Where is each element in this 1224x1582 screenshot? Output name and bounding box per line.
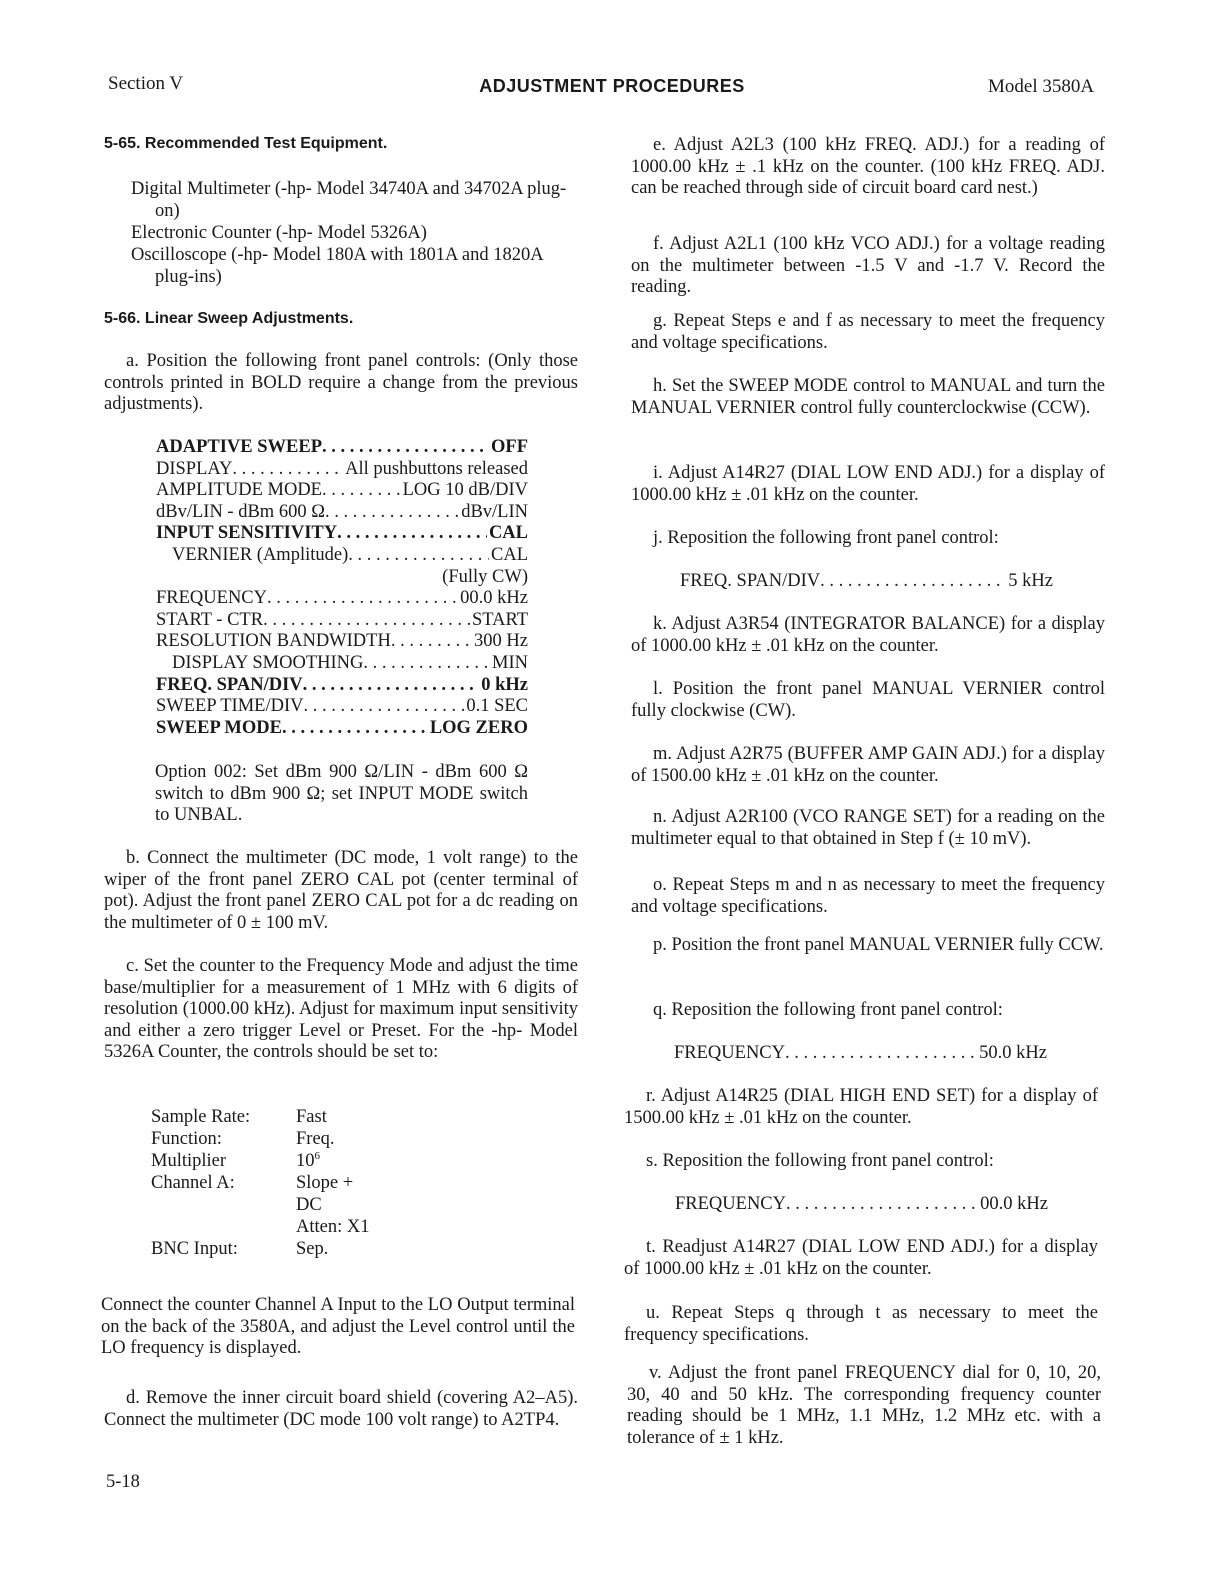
counter-value: Sep. (296, 1239, 329, 1259)
counter-key: Function: (151, 1129, 222, 1149)
equipment-list (131, 178, 579, 288)
counter-key: Sample Rate: (151, 1107, 251, 1127)
control-row (156, 480, 528, 502)
control-value: 5 kHz (1008, 571, 1053, 591)
control-row (156, 502, 528, 524)
control-name: INPUT SENSITIVITY (156, 523, 338, 544)
control-value: 00.0 kHz (460, 588, 528, 609)
control-settings-j (680, 571, 1053, 593)
step-j: j. Reposition the following front panel control: (653, 528, 999, 548)
equipment-item: Digital Multimeter (-hp- Model 34740A and 34702A plug-on) (131, 179, 567, 221)
step-b: b. Connect the multimeter (DC mode, 1 volt range) to the wiper of the front panel ZERO CAL pot (center terminal of pot). Adjust the front panel ZERO CAL pot for a dc reading on the multimeter of 0 ± 100 mV. (104, 848, 578, 933)
control-settings-list (156, 437, 528, 739)
control-name: DISPLAY SMOOTHING (172, 652, 364, 673)
control-name: ADAPTIVE SWEEP (156, 437, 323, 457)
step-m: m. Adjust A2R75 (BUFFER AMP GAIN ADJ.) for a display of 1500.00 kHz ± .01 kHz on the counter. (631, 744, 1105, 786)
step-c: c. Set the counter to the Frequency Mode and adjust the time base/multiplier for a measurement of 1 MHz with 6 digits of resolution (1000.00 kHz). Adjust for maximum input sensitivity and either a zero trigger Level or Preset. For the -hp- Model 5326A Counter, the controls should be set to: (104, 956, 578, 1062)
step-f: f. Adjust A2L1 (100 kHz VCO ADJ.) for a voltage reading on the multimeter between -1.5 V and -1.7 V. Record the reading. (631, 234, 1105, 297)
counter-key (151, 1194, 296, 1216)
equipment-item: Oscilloscope (-hp- Model 180A with 1801A and 1820A plug-ins) (131, 245, 543, 287)
step-s: s. Reposition the following front panel control: (646, 1151, 994, 1171)
control-value: 00.0 kHz (980, 1194, 1048, 1214)
counter-key: BNC Input: (151, 1239, 238, 1259)
equipment-item: Electronic Counter (-hp- Model 5326A) (131, 223, 427, 243)
table-row (151, 1238, 369, 1260)
control-name: dBv/LIN - dBm 600 Ω (156, 501, 325, 522)
control-row (674, 1043, 1047, 1065)
step-k: k. Adjust A3R54 (INTEGRATOR BALANCE) for a display of 1000.00 kHz ± .01 kHz on the counter. (631, 614, 1105, 656)
control-value: LOG 10 dB/DIV (402, 480, 528, 501)
step-n: n. Adjust A2R100 (VCO RANGE SET) for a reading on the multimeter equal to that obtained in Step f (± 10 mV). (631, 807, 1105, 849)
step-h: h. Set the SWEEP MODE control to MANUAL and turn the MANUAL VERNIER control fully counterclockwise (CCW). (631, 376, 1105, 418)
step-v: v. Adjust the front panel FREQUENCY dial for 0, 10, 20, 30, 40 and 50 kHz. The corresponding frequency counter reading should be 1 MHz, 1.1 MHz, 1.2 MHz etc. with a tolerance of ± 1 kHz. (627, 1363, 1101, 1448)
control-row (156, 718, 528, 740)
control-value: dBv/LIN (461, 501, 528, 522)
step-t: t. Readjust A14R27 (DIAL LOW END ADJ.) for a display of 1000.00 kHz ± .01 kHz on the counter. (624, 1237, 1098, 1279)
step-l: l. Position the front panel MANUAL VERNIER control fully clockwise (CW). (631, 679, 1105, 721)
table-row (151, 1128, 369, 1150)
counter-value: Fast (296, 1107, 327, 1127)
control-row (675, 1194, 1048, 1216)
step-a: a. Position the following front panel controls: (Only those controls printed in BOLD require a change from the previous adjustments). (104, 351, 578, 414)
control-name: SWEEP MODE (156, 717, 282, 738)
table-row (151, 1194, 369, 1216)
counter-settings-table (151, 1106, 369, 1260)
control-value: OFF (491, 437, 528, 457)
table-row (151, 1172, 369, 1194)
connect-instruction: Connect the counter Channel A Input to the LO Output terminal on the back of the 3580A, and adjust the Level control until the LO frequency is displayed. (101, 1295, 575, 1358)
control-name: FREQ. SPAN/DIV (156, 674, 303, 695)
control-value: LOG ZERO (429, 717, 528, 738)
counter-value: Slope + (296, 1173, 354, 1193)
control-value: CAL (491, 544, 528, 565)
control-name: START - CTR (156, 609, 264, 630)
control-row (156, 523, 528, 545)
option-002-note: Option 002: Set dBm 900 Ω/LIN - dBm 600 Ω switch to dBm 900 Ω; set INPUT MODE switch to UNBAL. (155, 762, 528, 825)
step-d: d. Remove the inner circuit board shield (covering A2–A5). Connect the multimeter (DC mode 100 volt range) to A2TP4. (104, 1388, 578, 1430)
counter-key: Channel A: (151, 1173, 235, 1193)
control-name: VERNIER (Amplitude) (172, 544, 349, 565)
table-row (151, 1106, 369, 1128)
control-settings-s (675, 1194, 1048, 1216)
control-value: CAL (488, 523, 528, 544)
control-row (156, 631, 528, 653)
control-value: 0 kHz (481, 674, 528, 695)
control-row (156, 588, 528, 610)
control-row (156, 545, 528, 567)
page-number: 5-18 (106, 1472, 140, 1492)
model-label: Model 3580A (988, 76, 1095, 97)
step-r: r. Adjust A14R25 (DIAL HIGH END SET) for a display of 1500.00 kHz ± .01 kHz on the counter. (624, 1086, 1098, 1128)
counter-value (296, 1150, 369, 1172)
step-p: p. Position the front panel MANUAL VERNIER fully CCW. (653, 935, 1104, 955)
table-row (151, 1150, 369, 1172)
control-row (680, 571, 1053, 593)
heading-5-66: 5-66. Linear Sweep Adjustments. (104, 310, 354, 327)
control-row (156, 675, 528, 697)
control-value: 0.1 SEC (466, 696, 528, 717)
step-u: u. Repeat Steps q through t as necessary to meet the frequency specifications. (624, 1303, 1098, 1345)
step-e: e. Adjust A2L3 (100 kHz FREQ. ADJ.) for a reading of 1000.00 kHz ± .1 kHz on the counter. (100 kHz FREQ. ADJ. can be reached through side of circuit board card nest.) (631, 135, 1105, 198)
control-row (156, 653, 528, 675)
control-row (156, 437, 528, 459)
control-value: START (472, 609, 528, 630)
control-name: FREQUENCY (674, 1043, 786, 1063)
step-i: i. Adjust A14R27 (DIAL LOW END ADJ.) for a display of 1000.00 kHz ± .01 kHz on the counter. (631, 463, 1105, 505)
control-row (156, 696, 528, 718)
control-value: 300 Hz (474, 631, 528, 652)
counter-value: Freq. (296, 1129, 335, 1149)
counter-value: DC (296, 1195, 322, 1215)
control-row (156, 459, 528, 481)
heading-5-65: 5-65. Recommended Test Equipment. (104, 135, 388, 152)
counter-key: Multiplier (151, 1151, 227, 1171)
control-settings-q (674, 1043, 1047, 1065)
control-name: RESOLUTION BANDWIDTH (156, 631, 391, 652)
step-o: o. Repeat Steps m and n as necessary to meet the frequency and voltage specifications. (631, 875, 1105, 917)
control-row (156, 610, 528, 632)
control-name: DISPLAY (156, 458, 233, 479)
control-value: 50.0 kHz (979, 1043, 1047, 1063)
step-g: g. Repeat Steps e and f as necessary to meet the frequency and voltage specifications. (631, 311, 1105, 353)
counter-value: Atten: X1 (296, 1217, 370, 1237)
counter-key (151, 1216, 296, 1238)
control-name: AMPLITUDE MODE (156, 480, 322, 501)
control-value: All pushbuttons released (345, 458, 528, 479)
control-value: MIN (492, 652, 528, 673)
step-q: q. Reposition the following front panel control: (653, 1000, 1003, 1020)
multiplier-base: 10 (296, 1151, 315, 1171)
control-name: SWEEP TIME/DIV (156, 696, 304, 717)
control-name: FREQ. SPAN/DIV (680, 571, 821, 591)
vernier-note: (Fully CW) (442, 566, 528, 587)
section-label: Section V (108, 73, 184, 94)
control-name: FREQUENCY (156, 588, 268, 609)
multiplier-exponent: 6 (314, 1149, 320, 1162)
control-name: FREQUENCY (675, 1194, 787, 1214)
page-title: ADJUSTMENT PROCEDURES (479, 76, 745, 96)
table-row (151, 1216, 369, 1238)
